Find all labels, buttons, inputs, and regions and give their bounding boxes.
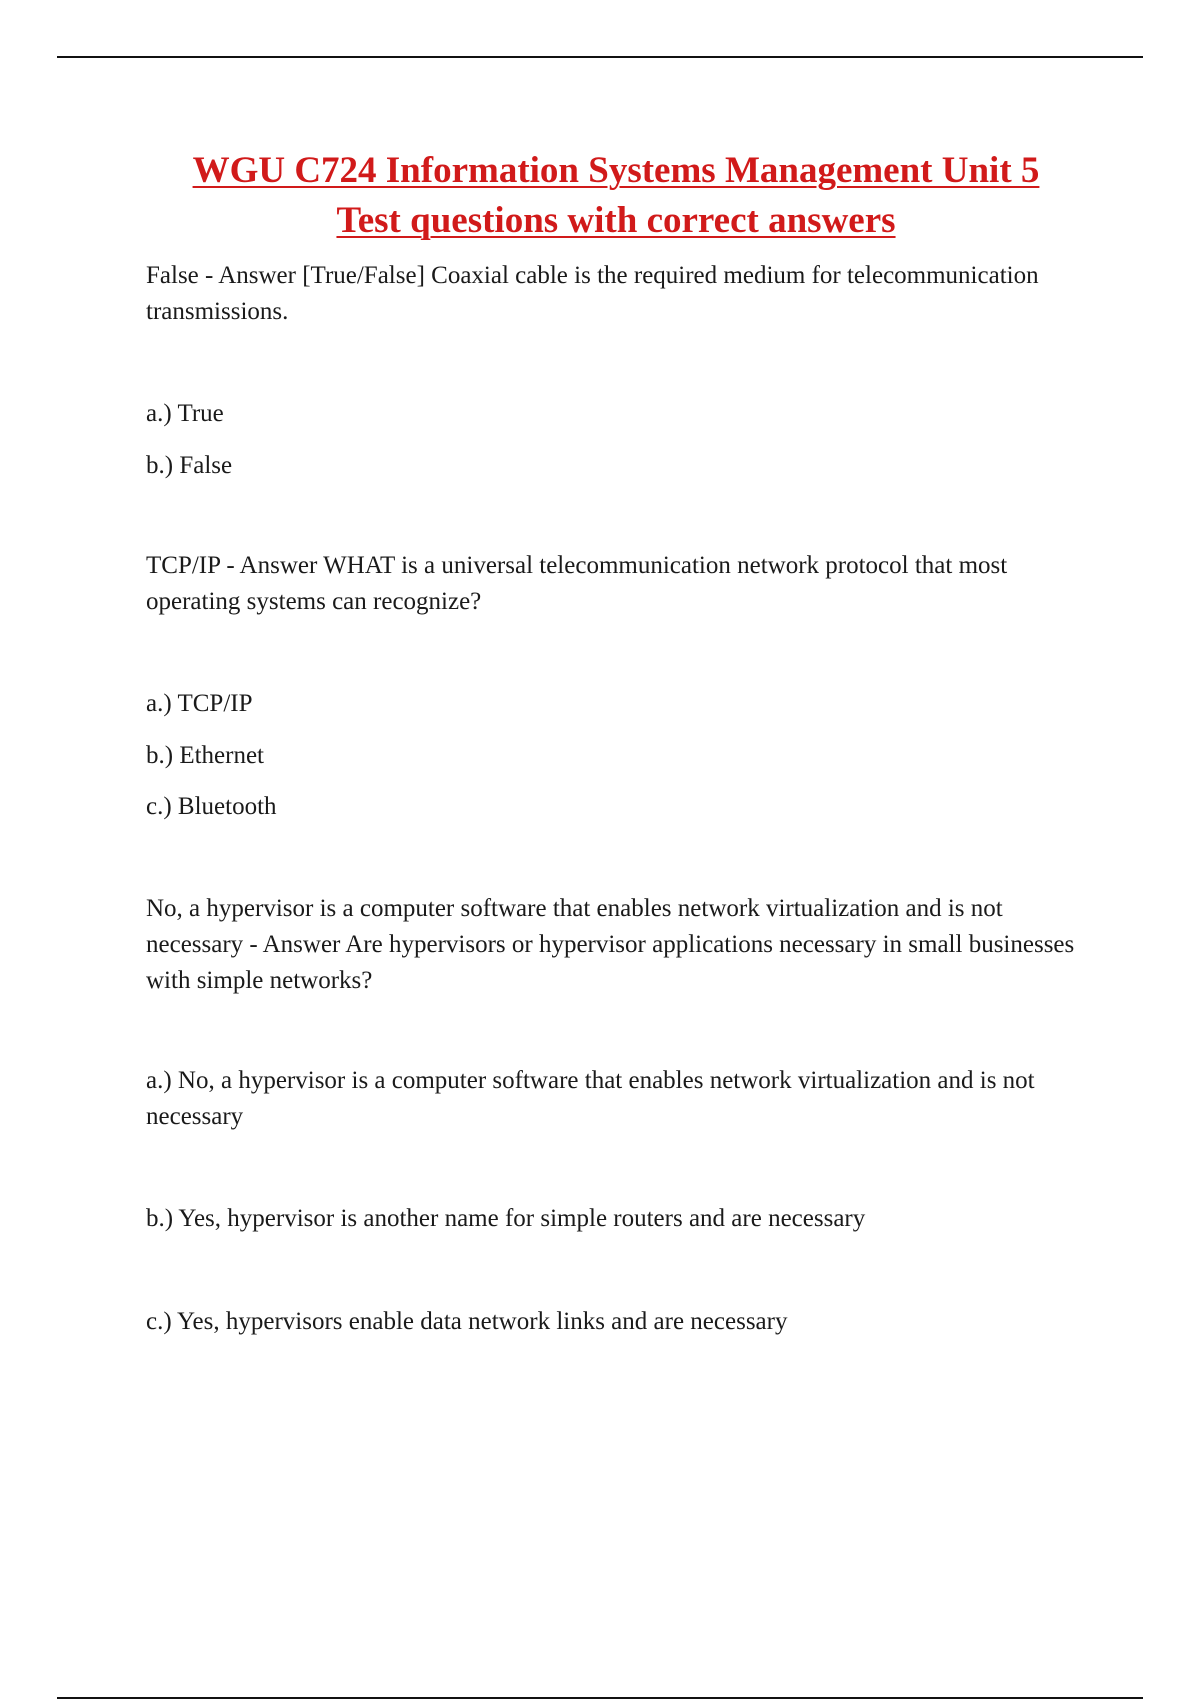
question-3-text: No, a hypervisor is a computer software that enables network virtualization and is not necessary - Answer Are hypervisors or hypervisor applications necessary in small businesses with simple networks? [146,895,1075,994]
question-2-option-c: c.) Bluetooth [146,793,277,820]
question-1-text: False - Answer [True/False] Coaxial cable is the required medium for telecommunication transmissions. [146,262,1039,325]
question-2-option-b: b.) Ethernet [146,742,265,769]
top-rule [57,56,1143,58]
title-line-1: WGU C724 Information Systems Management Unit 5 [192,150,1040,191]
title-line-2: Test questions with correct answers [336,200,896,241]
question-1-option-a: a.) True [146,400,224,427]
question-2-option-a: a.) TCP/IP [146,690,253,717]
question-3-option-c: c.) Yes, hypervisors enable data network links and are necessary [146,1308,788,1335]
question-3-option-a: a.) No, a hypervisor is a computer software that enables network virtualization and is not necessary [146,1067,1035,1130]
bottom-rule [57,1697,1143,1699]
document-title [146,140,1086,246]
question-3-option-b: b.) Yes, hypervisor is another name for simple routers and are necessary [146,1205,866,1232]
document-body [146,140,1086,1335]
question-2-text: TCP/IP - Answer WHAT is a universal telecommunication network protocol that most operating systems can recognize? [146,552,1008,615]
question-1-option-b: b.) False [146,452,233,479]
